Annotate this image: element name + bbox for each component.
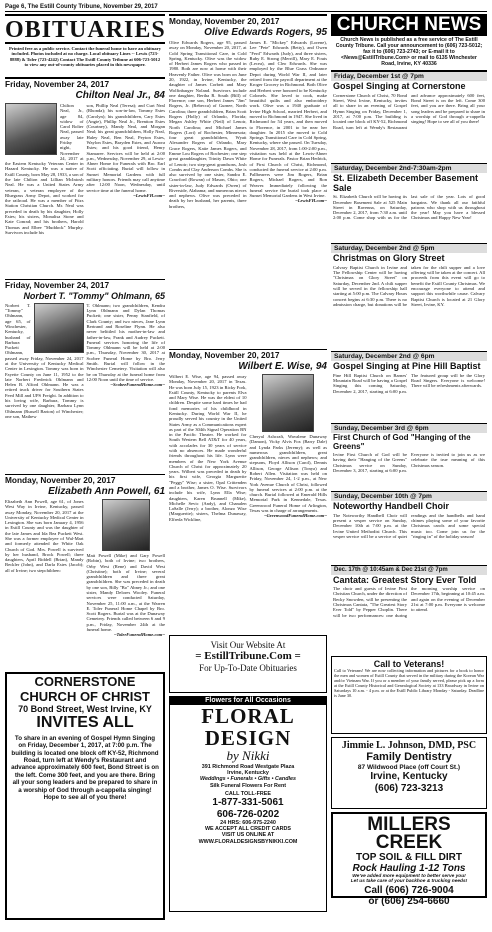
- obituary-text: Elizabeth Ann Powell, age 61, of Jones West Way in Irvine, Kentucky, passed away Monday, November 20, 2017 at the University of Kentucky Medical Center in Lexington. She was born January 4, 1956 in Estill County and was the daughter of the late James and Ida Bea Puckett West. She was a former employee of Wal-Mart and formerly attended the White Oak Church of God. Mrs. Powell is survived by her husband, Brock Powell; three daughters, April Biddell (Brian), Mandy Beckler (John), and Darla Estes (Jacob); all of Irvine; two stepchildren:: [5, 499, 84, 573]
- obituary-text: T. Ohlmann; two grandchildren, Kendra Lynn Ohlmann and Dylan Thomas Puckett; one sister, Penny Stanfield, of Clark County; and two nieces, Jane Lynn Bertrand and Roseline Flynn. He also never belittled his mother-in-law and father-in-law, Frank and Audrey Puckett. Funeral services honoring the life of Tommy Ohlmann will be held at 2:00 p.m., Thursday, November 30, 2017 at Scobee Funeral Home by Bro. Jerry Smith. Burial will follow in the Winchester Cemetery. Visitation will also be on Thursday at the funeral home from 12:00 Noon until the time of service.: [86, 302, 165, 382]
- millers-line3: We've added more equipment to better serve you!: [352, 873, 466, 879]
- event-body: The choir and guests of Irvine First Christian Church, under the direction of Becky Snowden, will be presenting the Christmas Cantata, "The Greatest Story Ever Told" by Pepper Choplin. There will be two performances: one during the morning worship service on December 17th, beginning at 10:45 a.m. and again on the evening of December 21st at 7:00 p.m. Everyone is welcome to attend.: [333, 586, 485, 618]
- obituary-date: Friday, November 24, 2017: [5, 280, 110, 290]
- event-title: Cantata: Greatest Story Ever Told: [333, 574, 477, 585]
- millers-name: MILLERS CREEK: [367, 813, 451, 853]
- floral-visit: VISIT US ONLINE AT: [221, 832, 275, 839]
- floral-design-ad: [169, 696, 327, 912]
- event-title: St. Elizabeth December Basement Sale: [333, 173, 479, 193]
- church-event: [331, 565, 487, 653]
- millers-creek-ad: [331, 812, 487, 907]
- obituary-neal: [5, 78, 165, 279]
- portrait-photo: [262, 374, 314, 432]
- floral-city: Irvine, Kentucky: [227, 770, 269, 777]
- dentist-ad: [331, 737, 487, 809]
- website-ad-line3: For Up-To-Date Obituaries: [199, 662, 297, 673]
- event-body: Calvary Baptist Church in Irvine and The Fellowship Center will be having "Christmas on Glory Street" on Saturday, December 2nd. A chili supper will be served in the fellowship hall starting at 5:00 p.m. The Calvary Hours concert begins at 6:30 p.m. There is no admission charge, but donations will be taken for the chili supper and a love offering will be taken at the concert. All proceeds from this event will go to benefit the Estill County Christmas. We encourage everyone to attend and support this worthwhile cause. Calvary Baptist Church is located at 21 Glory Street, Irvine, KY.: [333, 264, 485, 307]
- obituary-text: Chilton Neal, Jr., age 84, widow of Carol Bolter Neal, passed away late Friday night, November 24, 2017 at the Eastern Kentucky Veterans Center in Hazard Kentucky. He was a native of Estill County, born May 28, 1933, a son of the late Chilton and Lillian McIntosh Neal. He was a United States Army veteran, a veteran employee of the Bluegrass Army Depot, and worked for the railroad. He was a member of Fitzs Station Christian Church. Mr. Neal was preceded in death by his daughter, Holly Estes; his sisters, Monalisa Stone and Kate Conrad; and his brothers, Harold Thomas and Elbee "Muddock" Murphy. Survivors include his: [5, 103, 84, 235]
- event-body: St. Elizabeth Church will be having its December Basement Sale at 525 Main Street in Ravenna, on Saturday, December 2, 2017, from 7:30 a.m. until 2:00 p.m. Come shop with us for the last sale of the year. Lots of good bargains. We thank all our faithful patrons who shop with us throughout the year! May you have a blessed Christmas and Happy New Year!: [333, 194, 485, 221]
- portrait-photo: [34, 303, 84, 353]
- funeral-home-signature: ~GreenwoodFuneralHome.com~: [263, 513, 327, 519]
- millers-line2: Rock Hauling 1-12 Tons: [352, 862, 466, 874]
- middle-column: [169, 14, 327, 912]
- website-ad-line1: Visit Our Website At: [210, 640, 286, 650]
- obituary-date: Monday, November 20, 2017: [169, 350, 280, 360]
- veterans-title: Call to Veterans!: [373, 658, 445, 669]
- floral-top-banner: Flowers for All Occasions: [170, 697, 326, 705]
- church-news-note: Church News is published as a free service of The Estill County Tribune. Call your announcement to (606) 723-5012; fax it to (606) 723-2743; or E-mail it to <News@EstillTribune.Com> or mail to 6135 Winchester Road, Irvine, KY 40336: [331, 36, 487, 71]
- event-date: Dec. 17th @ 10:45am & Dec 21st @ 7pm: [331, 565, 487, 575]
- website-ad-url[interactable]: = EstillTribune.Com =: [195, 650, 301, 663]
- millers-line1: TOP SOIL & FILL DIRT: [356, 851, 462, 863]
- floral-24hr-phone[interactable]: 24 HRS: 606-975-2240: [220, 820, 276, 826]
- floral-name: FLORAL DESIGN: [201, 704, 295, 751]
- obituary-text: Cheryal Ashcraft, Wavalene Dunaway (Damon), Vicky Alvis Fox (Barry Dale) and Lynda Parks (Jeremy); as well as numerous grandchildren, great grandchildren, nieces and nephews; and stepsons, Floyd Allison (Carol), Dennis Allison, George Allison (Tonya) and Robert Allen. Visitation was held on Friday, November 24, 1-2 p.m., at New York Avenue Church of Christ, followed by funeral services at 2:00 p.m. at the church. Burial followed at Emerald Hills Memorial Park in Kennedale, Texas. Greenwood Funeral Home of Arlington, Texas was in charge of arrangements.: [249, 434, 327, 513]
- church-event: [331, 491, 487, 565]
- funeral-home-signature: ~ScobeeFuneralHome.com~: [110, 382, 165, 388]
- floral-cards: WE ACCEPT ALL CREDIT CARDS: [204, 826, 292, 833]
- event-title: Gospel Singing at Pine Hill Baptist: [333, 361, 481, 372]
- obituary-text: Olive Edwards Rogers, age 95, passed away on Monday, November 20, 2017, at Cold Spring Transitional Care, in Cold Spring, Kentucky. Olive was the widow of Herbert James Rogers who passed in 1980. Both are now at home with their Heavenly Father. Olive was born on June 20, 1922, in Irvine, Kentucky, the daughter of James Corbett and Mary Wolfinbarger Noland. Survivors include one daughter, Bertha R. South (Bill) of Florence; one son, Herbert James "Jim" Rogers, Jr. (Rebecca) of Gurnee, North Carolina; three grandchildren, Brian Scott Rogers (Holly) of Orlando, Florida; Megan Ashley White (Neil) of Lenoir, North Carolina; and Michael James Rogers (Lori) of Rochester, Minnesota; four great grandchildren, Wyatt Alexander Rogers of Orlando, Mary Grace Rogers, Katie James Rogers, and Emme Lou Rogers of Rochester; one step great granddaughter, Trinity Dawn White of Lenoir; two step-great grandsons, Josh Combs and Clay Anderson Combs. She is also survived by one sister, Sandra E. Crawford (Rowan) of Mason, Ohio; one sister-in-law, Judy Edwards (Owen) of Riverside, Alabama; and numerous nieces and nephews. Olive was preceded in death by her husband, her parents, three brothers,: [169, 40, 247, 209]
- obituary-name: Wilbert E. Wise, 94: [238, 360, 327, 372]
- obituary-date: Monday, November 20, 2017: [5, 475, 116, 485]
- church-event: [331, 243, 487, 351]
- cornerstone-church-ad: [5, 672, 165, 920]
- church-news-column: [331, 14, 487, 907]
- obituary-name: Olive Edwards Rogers, 95: [204, 26, 327, 38]
- website-ad: [169, 635, 327, 693]
- obituaries-column: [5, 14, 165, 920]
- event-body: Pine Hill Baptist Church on Barnes' Mountain Road will be having a Gospel Singing this coming Saturday, December 2, 2017, starting at 6:00 p.m. The featured group will be the Glory Road Singers. Everyone is welcome! There will be refreshments afterwards.: [333, 372, 485, 394]
- event-body: The Noteworthy Handbell Choir will present a vesper service on Sunday, December 10th at 7:00 p.m. at the Irvine United Methodist Church. This vesper service will be a service of quiet readings and the handbells and hand chimes playing some of your favorite Christmas carols and some special music too. Come join us for the "ringing in" of the holiday season!: [333, 512, 485, 539]
- floral-phone[interactable]: 606-726-0202: [216, 808, 280, 820]
- millers-phone1[interactable]: Call (606) 726-9004: [364, 884, 454, 896]
- portrait-photo: [102, 499, 150, 551]
- veterans-body: Call to Veterans! We are now collecting information and pictures for a book to honor the men and women of Estill County that served in the military during the Korean War and/or Vietnam War. If you or a member of your family served, please pick up a form at the Estill County Historical and Genealogical Society at 133 Broadway in Irvine on Saturdays 10 a.m. - 4 p.m. or at the Estill Public Library Monday - Saturday. Deadline is June 30.: [334, 668, 484, 698]
- obituary-name: Norbert T. "Tommy" Ohlmann, 65: [23, 290, 165, 301]
- obituary-text: son, Phillip Neal (Teresa); and Curt Neal (Rhonda); his son-in-law, Tommy Estes (Carolyn); his grandchildren, Cary Estes (Angie), Phillip Neal Jr., Brentton Estes (Courtney), Mandy Neal, and Morgan Neal; his great grandchildren, Holly Neal, Haley Neal, Ben Neal, Peyton Estes, Waylon Estes, Brayden Estes, and Aurora Estes; and his good friend, Henry Stamaree. Services will be held at 2:00 p.m., Wednesday, November 29, at Lewis-Abner Home for Funerals with Bro. Earl Scott officiating. Burial will follow in Sunset Memorial Gardens with full military honors. Friends may call anytime after 12:00 Noon, Wednesday, until service time at the funeral home.: [86, 103, 165, 193]
- obituary-text: James E. "Mickey" Edwards (Lorene), Lee "Pete" Edwards (Betty), and Owen "Ferd" Edwards (Judy), and three sisters, Ruby E. Strong (Merrill), Mary E. Fouts (Lecea), and Cleo Edwards. She was employed by the Blue Grass Ordnance Depot during World War II, and later retired from the payroll department at the Kroger Grocery in Richmond. Both Olive and Herbert were honored to be Kentucky Colonels. She loved to cook, make beautiful quilts and also embroidery work. Olive was a 1940 graduate of Irvine High School, married Herbert, and moved to Richmond in 1947. She lived in Richmond for 54 years, and then moved to Florence, in 2001 to be near her daughter. In 2015 she moved to Cold Springs Transitional Care in Cold Spring, Kentucky, where she passed. On Tuesday, November 28, 2017, from 1:00-2:00 p.m., visitation was held at the Lewis-Abner Home for Funerals. Pastor Brian Hedrick, of First Church of Christ, Richmond, conducted the funeral service at 2:00 p.m. Pallbearers were Jim Rogers, Brian Rogers, Michael Rogers, and Ron Weaver. Immediately following the funeral service the burial took place at Sunset Memorial Gardens in West Irvine.: [249, 40, 327, 199]
- portrait-photo: [5, 103, 57, 155]
- floral-website[interactable]: WWW.FLORALDESIGNSBYNIKKI.COM: [198, 838, 298, 845]
- obituary-text: Wilbert E. Wise, age 94, passed away Monday, November 20, 2017 in Texas. He was born July 15, 1923 in Ricky Fork, Estill County, Kentucky to parents Elva and Mary Wise. He was the eldest of 10 children. Despite some hard times he had fond memories of his childhood in Kentucky. During World War II, he proudly served his country in the United States Army as a Communications expert as part of the 304th Signal Operation BN in the Pacific Theater. He worked for South Western Bell AT&T for 40 years, with accolades for 30 years of service with no absences. He made wonderful friends throughout his life. Lynn were members of the New York Avenue Church of Christ for approximately 20 years. Wilbert was preceded in death by his first wife, Georgia Marguerite "Peggy" Wise; a sister, Opal Crittenden and a brother, James O. Wise. Survivors include his wife, Lynn Ella Wise; daughters, Karen Brunnell (Mike), Michelle Sevic (Andy), and Chanalen LaSalle (Jerry); a brother, Alonzo Wise (Marguerite); sisters, Thelma Dunaway, Elfreda Wickline,: [169, 374, 247, 522]
- obituary-powell: [5, 474, 165, 672]
- millers-phone2[interactable]: or (606) 254-6660: [368, 895, 450, 907]
- obituary-ohlmann: [5, 279, 165, 474]
- dentist-name: Jimmie L. Johnson, DMD, PSC: [341, 739, 477, 751]
- event-title: Gospel Singing at Cornerstone: [333, 81, 466, 92]
- obituary-date: Monday, November 20, 2017: [169, 16, 280, 26]
- funeral-home-signature: ~TolerFuneralHome.com~: [113, 632, 165, 638]
- floral-silk: Silk Funeral Flowers For Rent: [209, 782, 287, 789]
- obituaries-title: OBITUARIES: [5, 14, 165, 44]
- event-title: Noteworthy Handbell Choir: [333, 501, 450, 512]
- obituary-name: Chilton Neal Jr., 84: [75, 89, 165, 101]
- dentist-address: 87 Wildwood Place (off Court St.): [357, 763, 461, 771]
- millers-line4: Let us take care of your backhoe & trucking needs!: [350, 879, 468, 885]
- event-date: Saturday, December 2nd @ 6pm: [331, 351, 487, 362]
- event-title: Christmas on Glory Street: [333, 253, 445, 264]
- page-header: Page 6, The Estill County Tribune, November 29, 2017: [5, 4, 487, 12]
- event-body: Cornerstone Church of Christ, 70 Bond Street, West Irvine, Kentucky, invites all to share in an evening of Gospel Hymn Singing on Friday, December 1, 2017, at 7:00 p.m. The building is located one block off KY-52, Richmond Road, turn left at Wendy's Restaurant and advance approximately 600 feet, Bond Street is on the left. Come 300 feet, and you are there. Bring all your song leaders and be prepared to share in a worship of God through a-cappella singing! Hope to see all of you there!: [333, 92, 485, 130]
- call-to-veterans: [331, 656, 487, 734]
- obituary-text: Norbert T. "Tommy" Ohlmann, age 65, of Winchester, Kentucky, husband of Barbara Puckett Ohlmann, passed away Friday, November 24, 2017 at the University of Kentucky Medical Center in Lexington. Tommy was born in Fayette County on June 11, 1952 to the late Norbert Frederick Ohlmann and Helen B. Alford Ohlmann. He was a retired truck driver for Southern States Feed Mill and UPS Freight. In addition to his loving wife, Barbara, Tommy is survived by one daughter, Barbara Lynn Ohlmann (Russell Barton) of Winchester; one son, Mathew: [5, 302, 84, 419]
- funeral-home-signature: ~LewisFH.com~: [295, 198, 327, 204]
- floral-toll-phone[interactable]: 1-877-331-5061: [212, 797, 284, 808]
- church-event: [331, 71, 487, 163]
- obituary-text: Matt Powell (Mike) and Gary Powell (Robin), both of Irvine; two brothers, Orby West (Rene) and David West (Christine); both of Irvine; several grandchildren and three great grandchildren. She was preceded in death by one son, Billy "Bo" Abney Jr.; and one sister, Mandy Delores Wooley. Funeral services were conducted Saturday, November 25, 11:00 a.m., at the Warren E. Toler Funeral Home Chapel by Bro. Scott Rogers. Burial was at the Dunaway Cemetery. Friends called between 6 and 9 p.m., Friday, November 24th at the funeral home.: [86, 553, 165, 632]
- event-title: First Church of God "Hanging of the Greens": [333, 433, 471, 451]
- dentist-phone[interactable]: (606) 723-3213: [374, 782, 444, 794]
- floral-services: Weddings • Funerals • Gifts • Candles: [199, 776, 297, 783]
- dentist-city: Irvine, Kentucky: [370, 771, 448, 783]
- ad-invites: INVITES ALL: [36, 714, 134, 732]
- dentist-title: Family Dentistry: [366, 751, 452, 764]
- obituary-rogers: [169, 14, 327, 349]
- ad-body: To share in an evening of Gospel Hymn Singing on Friday, December 1, 2017, at 7:00 p.m. The building is located one block off KY-52, Richmond Road, turn left at Wendy's Restaurant and advance approximately 600 feet, Bond Street is on the left. Come 300 feet, and you are there. Bring all your song leaders and be prepared to share in a worship of God through a-cappella singing! Hope to see all of you there!: [11, 734, 159, 802]
- obituaries-note: Printed free as a public service. Contact the funeral home to have an obituary included. Photos included at no charge. Local obituary Lines -- Lewis (723-8888) & Toler (723-4242) Contact The Estill County Tribune at 606-723-5012 to view any out-of-county obituaries placed in this newspaper.: [5, 44, 165, 78]
- event-date: Saturday, December 2nd-7:30am-2pm: [331, 163, 487, 174]
- event-body: Irvine First Church of God will be having their "Hanging of the Greens" Christmas service on Sunday, December 3, 2017, starting at 6:00 p.m. Everyone is invited to join us as we celebrate the true meaning of this Christmas season.: [333, 452, 485, 474]
- ad-church-name: CORNERSTONE CHURCH OF CHRIST: [20, 674, 150, 704]
- event-date: Sunday, December 3rd @ 6pm: [331, 423, 487, 434]
- floral-by: by Nikki: [226, 748, 270, 764]
- funeral-home-signature: ~LewisFH.com~: [133, 192, 165, 198]
- event-date: Sunday, December 10th @ 7pm: [331, 491, 487, 502]
- church-news-title: CHURCH NEWS: [331, 14, 487, 36]
- floral-address: 391 Richmond Road Westgate Plaza: [201, 763, 295, 770]
- church-event: [331, 351, 487, 423]
- church-event: [331, 163, 487, 243]
- floral-toll-label: CALL TOLL-FREE: [225, 790, 271, 797]
- event-date: Friday, December 1st @ 7pm: [331, 71, 487, 82]
- event-date: Saturday, December 2nd @ 5pm: [331, 243, 487, 254]
- obituary-wise: [169, 349, 327, 632]
- ad-address: 70 Bond Street, West Irvine, KY: [18, 704, 152, 714]
- obituary-name: Elizabeth Ann Powell, 61: [48, 485, 165, 497]
- obituary-date: Friday, November 24, 2017: [5, 79, 110, 89]
- church-event: [331, 423, 487, 491]
